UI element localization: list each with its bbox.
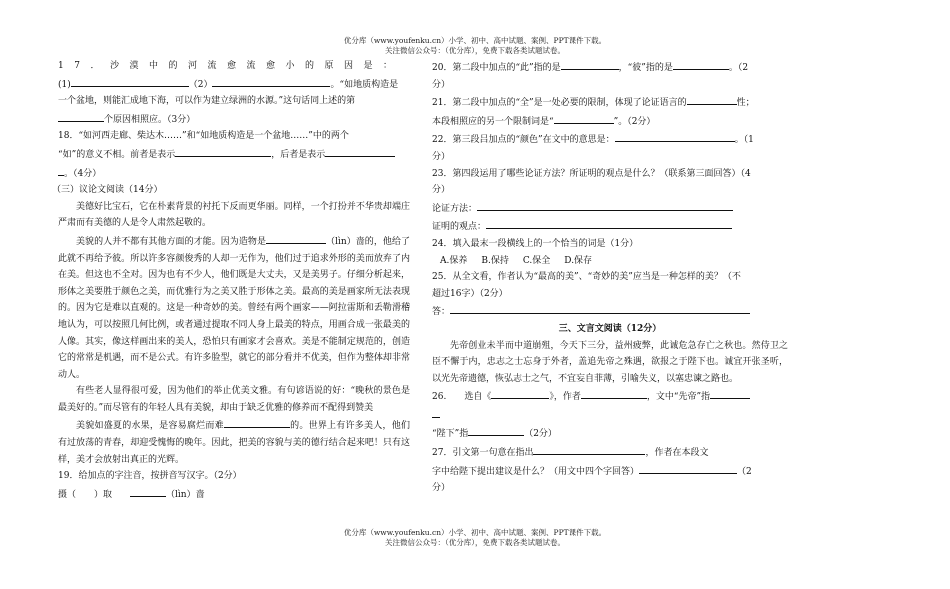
left-column xyxy=(52,58,410,503)
answer-blank[interactable] xyxy=(325,145,395,157)
essay-paragraph-4: 美貌如盛夏的水果，是容易腐烂而难 的。世界上有许多美人，他们有过放荡的青春，却迎受愧悔的晚年。因此，把美的容貌与美的德行结合起来吧！只有这样，美才会放射出真正的光辉。 xyxy=(58,416,410,468)
answer-blank[interactable] xyxy=(554,112,614,124)
footer-line-2: 关注微信公众号：（优分库），免费下载各类试题试卷。 xyxy=(385,538,565,547)
section-3-title: （三）议论文阅读（14分） xyxy=(52,185,163,196)
option-b[interactable]: B.保持 xyxy=(481,255,509,266)
option-d[interactable]: D.保存 xyxy=(564,255,593,266)
q26: 26. 选自《 》，作者 ，文中“先帝”指 xyxy=(432,387,788,406)
q24: 24．填入最末一段横线上的一个恰当的词是（1分） xyxy=(432,238,639,249)
answer-blank[interactable] xyxy=(224,416,290,428)
essay-paragraph-2: 美貌的人并不都有其他方面的才能。因为造物是 （lìn）啬的，他给了此就不再给予彼。所以许多容颜俊秀的人却一无作为，他们过于追求外形的美而放弃了内在美。但这也不全对。因为也有不少人，他们既是大丈夫，又是美男子。仔细分析起来，形体之美要胜于颜色之美，而优雅行为之美又胜于形体之美。最高的美是画家所无法表现的。因为它是难以直观的。这是一种奇妙的美。曾经有两个画家——阿拉雷斯和丢勒滑稽地认为，可以按照几何比例，或者通过提取不同人身上最美的特点，用画合成一张最美的人像。其实，像这样画出来的美人，恐怕只有画家才会喜欢。美是不能制定规范的，创造它的常常是机遇，而不是公式。有许多脸型，就它的部分看并不优美，但作为整体却非常动人。 xyxy=(58,232,410,383)
q17-blanks: (1) （2） 。“如地质构造是 xyxy=(58,75,410,94)
answer-blank[interactable] xyxy=(710,387,750,399)
answer-blank[interactable] xyxy=(673,58,729,70)
q17-end: 个原因相照应。（3分） xyxy=(58,110,410,129)
answer-blank[interactable] xyxy=(491,387,549,399)
q23: 23．第四段运用了哪些论证方法？所证明的观点是什么？（联系第三面回答）（4 xyxy=(432,168,751,179)
footer-line-1: 优分库（www.youfenku.cn）小学、初中、高中试题、案例、PPT课件下载。 xyxy=(343,528,607,537)
page-header xyxy=(0,36,950,56)
q23-viewpoint: 证明的观点： xyxy=(432,217,788,236)
answer-blank[interactable] xyxy=(175,145,271,157)
q26-cont xyxy=(432,406,788,425)
q25: 25．从全文看，作者认为“最高的美”、“奇妙的美”应当是一种怎样的美？（不 xyxy=(432,272,741,283)
section-3-classical-title: 三、文言文阅读（12分） xyxy=(558,323,662,334)
answer-blank[interactable] xyxy=(639,462,737,474)
answer-blank[interactable] xyxy=(581,387,647,399)
answer-blank[interactable] xyxy=(561,58,619,70)
right-column xyxy=(432,58,788,497)
q21-end: 本段相照应的另一个限制词是“ ”。（2分） xyxy=(432,112,788,131)
q18-end: 。（4分） xyxy=(58,164,410,183)
answer-blank[interactable] xyxy=(130,485,166,497)
answer-blank[interactable] xyxy=(71,75,189,87)
answer-blank[interactable] xyxy=(58,110,104,122)
answer-blank[interactable] xyxy=(687,93,737,105)
q27-end: 分） xyxy=(432,483,451,494)
q22: 22．第三段吕加点的“颜色”在文中的意思是： 。（1 xyxy=(432,130,788,149)
q23-method: 论证方法： xyxy=(432,199,788,218)
q19-items: 摄（ ）取 （lìn）啬 xyxy=(58,485,410,504)
answer-blank[interactable] xyxy=(212,75,330,87)
answer-blank[interactable] xyxy=(533,443,645,455)
header-line-1: 优分库（www.youfenku.cn）小学、初中、高中试题、案例、PPT课件下载。 xyxy=(343,36,607,45)
answer-blank[interactable] xyxy=(432,406,440,418)
q17-title: 17．沙漠中的河流愈流愈小的原因是： xyxy=(58,61,403,71)
answer-blank[interactable] xyxy=(615,130,735,142)
q18-title: 18．“如河西走廊、柴达木……”和“如地质构造是一个盆地……”中的两个 xyxy=(58,131,349,142)
q20: 20．第二段中加点的“此”指的是 ，“彼”指的是 。（2 xyxy=(432,58,788,77)
q27: 27．引文第一句意在指出 ，作者在本段文 xyxy=(432,443,788,462)
q18-blanks: “如”的意义不相。前者是表示 ，后者是表示 xyxy=(58,145,410,164)
option-a[interactable]: A.保养 xyxy=(440,255,468,266)
answer-blank[interactable] xyxy=(468,424,524,436)
q22-end: 分） xyxy=(432,151,451,162)
q20-end: 分） xyxy=(432,79,451,90)
essay-paragraph-3: 有些老人显得很可爱，因为他们的举止优美文雅。有句谚语说的好：“晚秋的景色是最美好的。”而尽管有的年轻人具有美貌，却由于缺乏优雅的修养而不配得到赞美 xyxy=(58,386,410,413)
q17-text: 一个盆地，则能汇成地下海，可以作为建立绿洲的水源。”这句话同上述的第 xyxy=(58,96,356,107)
option-c[interactable]: C.保全 xyxy=(522,255,551,266)
q23-end: 分） xyxy=(432,185,451,196)
q25-limit: 超过16字）（2分） xyxy=(432,288,508,299)
q21: 21．第二段中加点的“全”是一处必要的限制，体现了论证语言的 性； xyxy=(432,93,788,112)
page-footer xyxy=(0,528,950,548)
q27-cont: 字中给陛下提出建议是什么？（用文中四个字回答） （2 xyxy=(432,462,788,481)
header-line-2: 关注微信公众号：（优分库），免费下载各类试题试卷。 xyxy=(385,46,565,55)
q19-title: 19．给加点的字注音，按拼音写汉字。（2分） xyxy=(58,471,242,482)
answer-blank[interactable] xyxy=(486,217,732,229)
q26-end: “陛下”指 （2分） xyxy=(432,424,788,443)
q25-answer: 答： xyxy=(432,302,788,321)
answer-blank[interactable] xyxy=(450,302,750,314)
answer-blank[interactable] xyxy=(477,199,733,211)
classical-passage: 先帝创业未半而中道崩殂，今天下三分，益州疲弊，此诚危急存亡之秋也。然侍卫之臣不懈于内，忠志之士忘身于外者，盖追先帝之殊遇，欲报之于陛下也。诚宜开张圣听，以光先帝遗德，恢弘志士之气，不宜妄自菲薄，引喻失义，以塞忠谏之路也。 xyxy=(432,340,788,384)
q24-options xyxy=(432,253,788,270)
answer-blank[interactable] xyxy=(266,232,326,244)
essay-paragraph-1: 美德好比宝石，它在朴素背景的衬托下反而更华丽。同样，一个打扮并不华贵却端庄严肃而有美德的人是令人肃然起敬的。 xyxy=(58,201,410,229)
